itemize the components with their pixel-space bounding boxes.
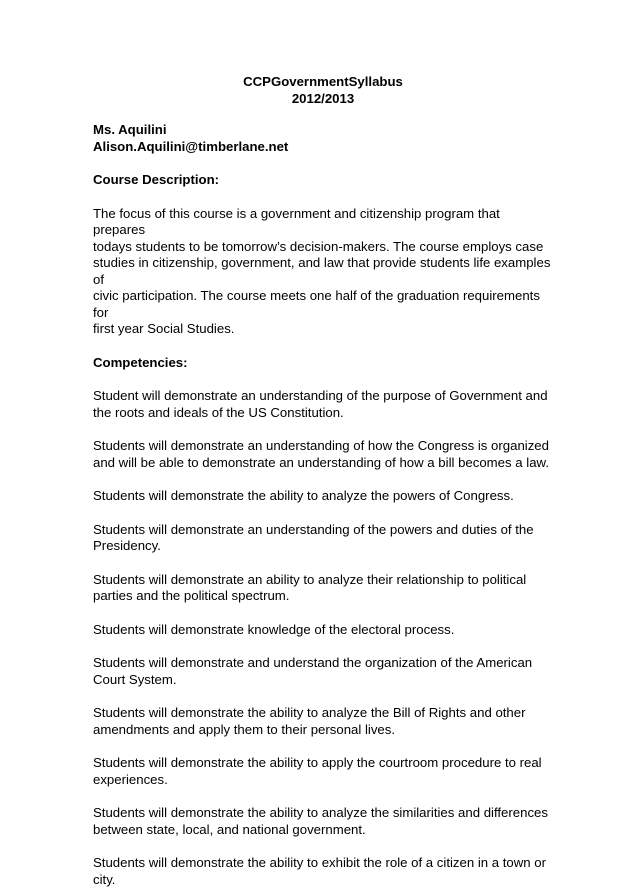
competency-item bbox=[93, 655, 553, 688]
competency-item bbox=[93, 522, 553, 555]
course-description-text bbox=[93, 206, 553, 338]
competency-item bbox=[93, 622, 553, 639]
competencies-heading: Competencies: bbox=[93, 355, 553, 372]
course-description-line: civic participation. The course meets one half of the graduation requirements for bbox=[93, 288, 553, 321]
teacher-name: Ms. Aquilini bbox=[93, 122, 553, 139]
course-description-line: The focus of this course is a government and citizenship program that prepares bbox=[93, 206, 553, 239]
competency-line: Students will demonstrate the ability to analyze the Bill of Rights and other bbox=[93, 705, 553, 722]
competency-item bbox=[93, 438, 553, 471]
competency-line: Students will demonstrate and understand the organization of the American bbox=[93, 655, 553, 672]
title-line-1: CCPGovernmentSyllabus bbox=[93, 74, 553, 91]
competency-line: between state, local, and national government. bbox=[93, 822, 553, 839]
competency-line: the roots and ideals of the US Constitution. bbox=[93, 405, 553, 422]
competency-line: Students will demonstrate an understanding of the powers and duties of the bbox=[93, 522, 553, 539]
teacher-info bbox=[93, 122, 553, 155]
course-description-line: first year Social Studies. bbox=[93, 321, 553, 338]
competency-item bbox=[93, 755, 553, 788]
competency-item bbox=[93, 388, 553, 421]
competency-item bbox=[93, 572, 553, 605]
competency-line: Students will demonstrate an understanding of how the Congress is organized bbox=[93, 438, 553, 455]
competency-line: Students will demonstrate knowledge of the electoral process. bbox=[93, 622, 553, 639]
competency-line: parties and the political spectrum. bbox=[93, 588, 553, 605]
competency-line: Presidency. bbox=[93, 538, 553, 555]
teacher-email: Alison.Aquilini@timberlane.net bbox=[93, 139, 553, 156]
competency-line: Students will demonstrate the ability to analyze the powers of Congress. bbox=[93, 488, 553, 505]
competency-item bbox=[93, 488, 553, 505]
competency-item bbox=[93, 855, 553, 888]
competency-item bbox=[93, 805, 553, 838]
document-title bbox=[93, 74, 553, 107]
competency-line: Students will demonstrate an ability to analyze their relationship to political bbox=[93, 572, 553, 589]
competency-line: Court System. bbox=[93, 672, 553, 689]
competencies-list bbox=[93, 388, 553, 888]
syllabus-page bbox=[93, 74, 553, 888]
competency-line: Students will demonstrate the ability to analyze the similarities and differences bbox=[93, 805, 553, 822]
course-description-line: studies in citizenship, government, and law that provide students life examples of bbox=[93, 255, 553, 288]
course-description-heading: Course Description: bbox=[93, 172, 553, 189]
competency-line: amendments and apply them to their personal lives. bbox=[93, 722, 553, 739]
competency-line: Students will demonstrate the ability to apply the courtroom procedure to real bbox=[93, 755, 553, 772]
competency-item bbox=[93, 705, 553, 738]
competency-line: Students will demonstrate the ability to exhibit the role of a citizen in a town or bbox=[93, 855, 553, 872]
competency-line: city. bbox=[93, 872, 553, 888]
competency-line: and will be able to demonstrate an understanding of how a bill becomes a law. bbox=[93, 455, 553, 472]
title-line-2: 2012/2013 bbox=[93, 91, 553, 108]
competency-line: experiences. bbox=[93, 772, 553, 789]
course-description-line: todays students to be tomorrow’s decision-makers. The course employs case bbox=[93, 239, 553, 256]
competency-line: Student will demonstrate an understanding of the purpose of Government and bbox=[93, 388, 553, 405]
